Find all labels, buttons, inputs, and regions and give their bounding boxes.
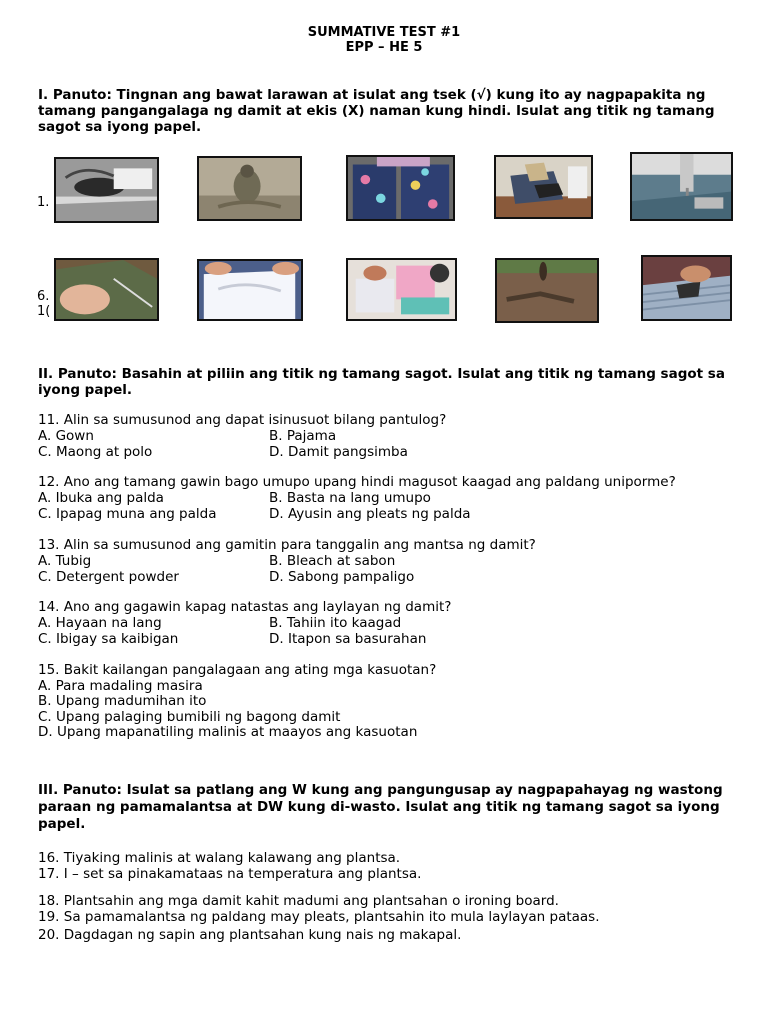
item-20: 20. Dagdagan ng sapin ang plantsahan kung nais ng makapal. [38, 927, 462, 943]
q14-question: 14. Ano ang gagawin kapag natastas ang laylayan ng damit? [38, 599, 452, 615]
part3-instructions: III. Panuto: Isulat sa patlang ang W kung ang pangungusap ay nagpapahayag ng wastong paraan ng pamamalantsa at DW kung di-wasto. Isulat ang titik ng tamang sagot sa iyong papel. [38, 782, 723, 832]
q14-choice-a: A. Hayaan na lang [38, 615, 162, 631]
item-17: 17. I – set sa pinakamataas na temperatura ang plantsa. [38, 866, 422, 882]
q13-question: 13. Alin sa sumusunod ang gamitin para tanggalin ang mantsa ng damit? [38, 537, 536, 553]
test-title: SUMMATIVE TEST #1 [307, 25, 461, 40]
q14-choice-c: C. Ibigay sa kaibigan [38, 631, 179, 647]
mending-photo-icon [54, 258, 159, 321]
ironing-photo-icon [54, 157, 159, 223]
item-16: 16. Tiyaking malinis at walang kalawang ang plantsa. [38, 850, 401, 866]
ironing-shirt-photo-icon [641, 255, 732, 321]
q13-choice-c: C. Detergent powder [38, 569, 179, 585]
messy-clothes-photo-icon [494, 155, 593, 219]
sewing-machine-photo-icon [630, 152, 733, 221]
q11-choice-a: A. Gown [38, 428, 94, 444]
item-18: 18. Plantsahin ang mga damit kahit madumi ang plantsahan o ironing board. [38, 893, 559, 909]
q14-choice-b: B. Tahiin ito kaagad [269, 615, 402, 631]
q13-choice-b: B. Bleach at sabon [269, 553, 396, 569]
white-shirt-photo-icon [197, 259, 303, 321]
q15-choice-d: D. Upang mapanatiling malinis at maayos ang kasuotan [38, 724, 418, 740]
q15-choice-c: C. Upang palaging bumibili ng bagong damit [38, 709, 341, 725]
dirt-ground-photo-icon [495, 258, 599, 323]
part1-instructions: I. Panuto: Tingnan ang bawat larawan at isulat ang tsek (√) kung ito ay nagpapakita ng tamang pangangalaga ng damit at ekis (X) naman kung hindi. Isulat ang titik ng tamang sagot sa iyong papel. [38, 87, 715, 135]
q15-question: 15. Bakit kailangan pangalagaan ang ating mga kasuotan? [38, 662, 437, 678]
q11-choice-b: B. Pajama [269, 428, 337, 444]
q15-choice-a: A. Para madaling masira [38, 678, 203, 694]
q12-choice-d: D. Ayusin ang pleats ng palda [269, 506, 471, 522]
test-subtitle: EPP – HE 5 [345, 40, 423, 55]
row1-number: 1. [37, 195, 50, 210]
q14-choice-d: D. Itapon sa basurahan [269, 631, 427, 647]
q13-choice-a: A. Tubig [38, 553, 92, 569]
row2-number: 6. [37, 289, 50, 304]
q11-choice-d: D. Damit pangsimba [269, 444, 408, 460]
muddy-person-photo-icon [197, 156, 302, 221]
q12-question: 12. Ano ang tamang gawin bago umupo upang hindi magusot kaagad ang paldang uniporme? [38, 474, 676, 490]
q13-choice-d: D. Sabong pampaligo [269, 569, 415, 585]
q11-question: 11. Alin sa sumusunod ang dapat isinusuot bilang pantulog? [38, 412, 447, 428]
item-19: 19. Sa pamamalantsa ng paldang may pleats, plantsahin ito mula laylayan pataas. [38, 909, 600, 925]
folded-fabric-photo-icon [346, 155, 455, 221]
q11-choice-c: C. Maong at polo [38, 444, 153, 460]
q12-choice-a: A. Ibuka ang palda [38, 490, 164, 506]
part2-instructions: II. Panuto: Basahin at piliin ang titik ng tamang sagot. Isulat ang titik ng tamang sagot sa iyong papel. [38, 366, 725, 398]
row2-number-b: 1( [37, 304, 51, 319]
q12-choice-b: B. Basta na lang umupo [269, 490, 431, 506]
q12-choice-c: C. Ipapag muna ang palda [38, 506, 217, 522]
laundry-photo-icon [346, 258, 457, 321]
q15-choice-b: B. Upang madumihan ito [38, 693, 207, 709]
